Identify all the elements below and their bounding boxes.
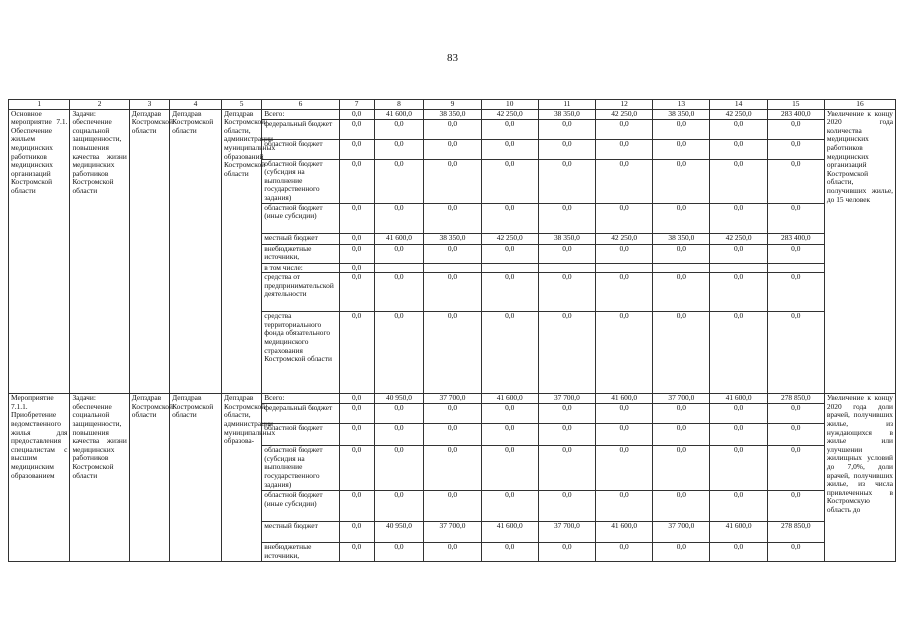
value-cell: 41 600,0 — [374, 233, 424, 244]
value-cell: 42 250,0 — [596, 233, 653, 244]
value-cell: 0,0 — [538, 312, 595, 394]
value-cell: 0,0 — [481, 543, 538, 562]
section-c4-cell: Депздрав Костромской области — [170, 109, 222, 394]
value-cell: 0,0 — [767, 543, 824, 562]
value-cell: 0,0 — [596, 543, 653, 562]
value-cell: 0,0 — [538, 491, 595, 522]
value-cell: 0,0 — [538, 139, 595, 159]
header-row — [9, 100, 896, 110]
source-label-cell: местный бюджет — [262, 522, 339, 543]
value-cell: 0,0 — [481, 139, 538, 159]
source-label-cell: Всего: — [262, 394, 339, 404]
value-cell: 0,0 — [767, 244, 824, 263]
source-label-cell: областной бюджет — [262, 139, 339, 159]
value-cell: 0,0 — [653, 159, 710, 203]
source-label-cell: местный бюджет — [262, 233, 339, 244]
value-cell: 0,0 — [374, 139, 424, 159]
value-cell: 42 250,0 — [596, 109, 653, 119]
value-cell: 0,0 — [374, 244, 424, 263]
source-label-cell: средства территориального фонда обязательного медицинского страхования Костромской области — [262, 312, 339, 394]
header-cell: 12 — [596, 100, 653, 110]
header-cell: 11 — [538, 100, 595, 110]
value-cell: 0,0 — [538, 273, 595, 312]
source-label-cell: федеральный бюджет — [262, 404, 339, 424]
header-cell: 3 — [129, 100, 169, 110]
header-cell: 13 — [653, 100, 710, 110]
value-cell: 0,0 — [596, 139, 653, 159]
value-cell: 0,0 — [481, 244, 538, 263]
value-cell: 0,0 — [596, 404, 653, 424]
value-cell: 38 350,0 — [424, 233, 481, 244]
value-cell: 0,0 — [653, 491, 710, 522]
financing-table — [8, 99, 896, 562]
header-cell: 8 — [374, 100, 424, 110]
value-cell: 283 400,0 — [767, 233, 824, 244]
value-cell: 0,0 — [339, 203, 374, 233]
value-cell: 41 600,0 — [596, 522, 653, 543]
value-cell: 0,0 — [596, 159, 653, 203]
value-cell: 0,0 — [653, 139, 710, 159]
value-cell: 0,0 — [481, 446, 538, 491]
value-cell: 0,0 — [424, 159, 481, 203]
value-cell: 41 600,0 — [710, 522, 767, 543]
value-cell: 0,0 — [538, 203, 595, 233]
value-cell: 0,0 — [339, 404, 374, 424]
value-cell: 0,0 — [538, 424, 595, 446]
value-cell: 0,0 — [653, 543, 710, 562]
value-cell: 0,0 — [424, 203, 481, 233]
value-cell: 0,0 — [374, 312, 424, 394]
value-cell: 278 850,0 — [767, 522, 824, 543]
value-cell: 0,0 — [481, 119, 538, 139]
value-cell: 0,0 — [596, 312, 653, 394]
value-cell: 0,0 — [339, 244, 374, 263]
expected-result-cell: Увеличение к концу 2020 года доли врачей, получивших жилье, из нуждающихся в жилье или улучшении жилищных условий до 7,0%, доли врачей, получивших жилье, из числа привлеченных в Костромскую область до — [824, 394, 895, 562]
value-cell: 0,0 — [596, 119, 653, 139]
value-cell: 41 600,0 — [710, 394, 767, 404]
value-cell: 0,0 — [374, 203, 424, 233]
value-cell: 0,0 — [596, 273, 653, 312]
value-cell: 0,0 — [767, 159, 824, 203]
section-c2-cell: Задачи: обеспечение социальной защищенности, повышения качества жизни медицинских работников Костромской области — [70, 394, 129, 562]
value-cell: 0,0 — [596, 491, 653, 522]
value-cell: 42 250,0 — [710, 109, 767, 119]
value-cell: 38 350,0 — [538, 109, 595, 119]
value-cell: 38 350,0 — [538, 233, 595, 244]
value-cell: 0,0 — [424, 312, 481, 394]
section-c3-cell: Депздрав Костромской области — [129, 394, 169, 562]
value-cell: 0,0 — [481, 273, 538, 312]
value-cell: 0,0 — [596, 203, 653, 233]
value-cell: 0,0 — [424, 543, 481, 562]
header-cell: 10 — [481, 100, 538, 110]
value-cell: 0,0 — [710, 273, 767, 312]
source-label-cell: Всего: — [262, 109, 339, 119]
value-cell: 0,0 — [424, 139, 481, 159]
value-cell: 0,0 — [767, 446, 824, 491]
value-cell: 40 950,0 — [374, 522, 424, 543]
header-cell: 9 — [424, 100, 481, 110]
value-cell: 0,0 — [538, 404, 595, 424]
value-cell: 0,0 — [710, 446, 767, 491]
header-cell: 5 — [221, 100, 261, 110]
header-cell: 15 — [767, 100, 824, 110]
value-cell: 0,0 — [339, 139, 374, 159]
value-cell: 0,0 — [538, 244, 595, 263]
section-c2-cell: Задачи: обеспечение социальной защищенности, повышения качества жизни медицинских работников Костромской области — [70, 109, 129, 394]
value-cell: 37 700,0 — [653, 522, 710, 543]
table-row — [9, 394, 896, 404]
value-cell: 37 700,0 — [538, 522, 595, 543]
value-cell: 0,0 — [767, 203, 824, 233]
value-cell: 0,0 — [339, 263, 374, 273]
value-cell: 0,0 — [339, 522, 374, 543]
value-cell: 0,0 — [767, 404, 824, 424]
value-cell: 0,0 — [710, 543, 767, 562]
value-cell: 37 700,0 — [424, 522, 481, 543]
value-cell: 0,0 — [374, 491, 424, 522]
value-cell: 0,0 — [374, 446, 424, 491]
source-label-cell: областной бюджет (субсидия на выполнение государственного задания) — [262, 159, 339, 203]
header-cell: 14 — [710, 100, 767, 110]
value-cell: 0,0 — [710, 119, 767, 139]
value-cell: 40 950,0 — [374, 394, 424, 404]
source-label-cell: средства от предпринимательской деятельности — [262, 273, 339, 312]
value-cell: 0,0 — [767, 312, 824, 394]
value-cell: 0,0 — [374, 404, 424, 424]
value-cell: 0,0 — [481, 424, 538, 446]
value-cell: 0,0 — [710, 203, 767, 233]
source-label-cell: внебюджетные источники, — [262, 543, 339, 562]
source-label-cell: внебюджетные источники, — [262, 244, 339, 263]
page-number: 83 — [447, 52, 458, 64]
value-cell: 38 350,0 — [653, 109, 710, 119]
section-c5-cell: Депздрав Костромской области, администрации муниципальных образова- — [221, 394, 261, 562]
value-cell: 0,0 — [653, 404, 710, 424]
value-cell: 0,0 — [596, 244, 653, 263]
value-cell: 0,0 — [767, 139, 824, 159]
value-cell: 0,0 — [710, 404, 767, 424]
value-cell: 0,0 — [374, 424, 424, 446]
value-cell: 0,0 — [424, 244, 481, 263]
value-cell: 0,0 — [710, 312, 767, 394]
header-cell: 7 — [339, 100, 374, 110]
source-label-cell: областной бюджет (иные субсидии) — [262, 203, 339, 233]
value-cell: 0,0 — [339, 312, 374, 394]
source-label-cell: в том числе: — [262, 263, 339, 273]
section-c5-cell: Депздрав Костромской области, администрации муниципальных образований Костромской области — [221, 109, 261, 394]
value-cell: 0,0 — [481, 404, 538, 424]
value-cell: 0,0 — [339, 119, 374, 139]
value-cell: 41 600,0 — [481, 394, 538, 404]
expected-result-cell: Увеличение к концу 2020 года количества медицинских работников медицинских организаций Костромской области, получивших жилье, до 15 человек — [824, 109, 895, 394]
value-cell: 42 250,0 — [710, 233, 767, 244]
value-cell: 0,0 — [767, 424, 824, 446]
value-cell: 0,0 — [339, 491, 374, 522]
section-c4-cell: Депздрав Костромской области — [170, 394, 222, 562]
header-cell: 6 — [262, 100, 339, 110]
value-cell: 41 600,0 — [596, 394, 653, 404]
value-cell: 0,0 — [653, 312, 710, 394]
value-cell: 0,0 — [767, 119, 824, 139]
section-c1-cell: Мероприятие 7.1.1. Приобретение ведомственного жилья для предоставления специалистам с высшим медицинским образованием — [9, 394, 70, 562]
value-cell: 0,0 — [374, 119, 424, 139]
value-cell: 0,0 — [339, 394, 374, 404]
value-cell: 38 350,0 — [424, 109, 481, 119]
section-c1-cell: Основное мероприятие 7.1. Обеспечение жильем медицинских работников медицинских организаций Костромской области — [9, 109, 70, 394]
value-cell: 0,0 — [374, 273, 424, 312]
value-cell: 0,0 — [538, 543, 595, 562]
value-cell: 0,0 — [653, 203, 710, 233]
value-cell: 0,0 — [538, 446, 595, 491]
header-cell: 4 — [170, 100, 222, 110]
value-cell: 38 350,0 — [653, 233, 710, 244]
value-cell: 283 400,0 — [767, 109, 824, 119]
value-cell: 41 600,0 — [374, 109, 424, 119]
source-label-cell: областной бюджет — [262, 424, 339, 446]
value-cell: 0,0 — [339, 233, 374, 244]
value-cell: 37 700,0 — [538, 394, 595, 404]
section-c3-cell: Депздрав Костромской области — [129, 109, 169, 394]
value-cell: 0,0 — [424, 273, 481, 312]
value-cell: 0,0 — [710, 491, 767, 522]
value-cell: 0,0 — [653, 424, 710, 446]
value-cell: 0,0 — [339, 159, 374, 203]
value-cell: 37 700,0 — [653, 394, 710, 404]
value-cell: 0,0 — [481, 491, 538, 522]
value-cell: 37 700,0 — [424, 394, 481, 404]
value-cell: 0,0 — [710, 424, 767, 446]
value-cell: 0,0 — [424, 491, 481, 522]
value-cell: 0,0 — [424, 404, 481, 424]
value-cell: 0,0 — [339, 446, 374, 491]
value-cell: 0,0 — [710, 159, 767, 203]
value-cell: 0,0 — [653, 446, 710, 491]
value-cell: 0,0 — [596, 446, 653, 491]
value-cell: 0,0 — [653, 119, 710, 139]
value-cell: 0,0 — [710, 244, 767, 263]
value-cell: 0,0 — [481, 159, 538, 203]
value-cell: 42 250,0 — [481, 109, 538, 119]
value-cell: 41 600,0 — [481, 522, 538, 543]
value-cell: 0,0 — [481, 203, 538, 233]
value-cell: 0,0 — [653, 273, 710, 312]
value-cell: 0,0 — [374, 159, 424, 203]
value-cell: 0,0 — [767, 273, 824, 312]
value-cell: 42 250,0 — [481, 233, 538, 244]
value-cell: 0,0 — [424, 424, 481, 446]
value-cell: 0,0 — [339, 424, 374, 446]
value-cell: 0,0 — [538, 159, 595, 203]
value-cell: 0,0 — [481, 312, 538, 394]
value-cell: 0,0 — [374, 543, 424, 562]
header-cell: 2 — [70, 100, 129, 110]
value-cell: 0,0 — [339, 109, 374, 119]
header-cell: 1 — [9, 100, 70, 110]
value-cell: 0,0 — [424, 119, 481, 139]
value-cell: 0,0 — [653, 244, 710, 263]
value-cell: 0,0 — [424, 446, 481, 491]
value-cell: 0,0 — [767, 491, 824, 522]
source-label-cell: областной бюджет (субсидия на выполнение государственного задания) — [262, 446, 339, 491]
value-cell: 0,0 — [596, 424, 653, 446]
value-cell: 0,0 — [339, 543, 374, 562]
value-cell: 0,0 — [538, 119, 595, 139]
value-cell: 0,0 — [339, 273, 374, 312]
header-cell: 16 — [824, 100, 895, 110]
table-row — [9, 109, 896, 119]
source-label-cell: федеральный бюджет — [262, 119, 339, 139]
value-cell: 0,0 — [710, 139, 767, 159]
value-cell: 278 850,0 — [767, 394, 824, 404]
source-label-cell: областной бюджет (иные субсидии) — [262, 491, 339, 522]
